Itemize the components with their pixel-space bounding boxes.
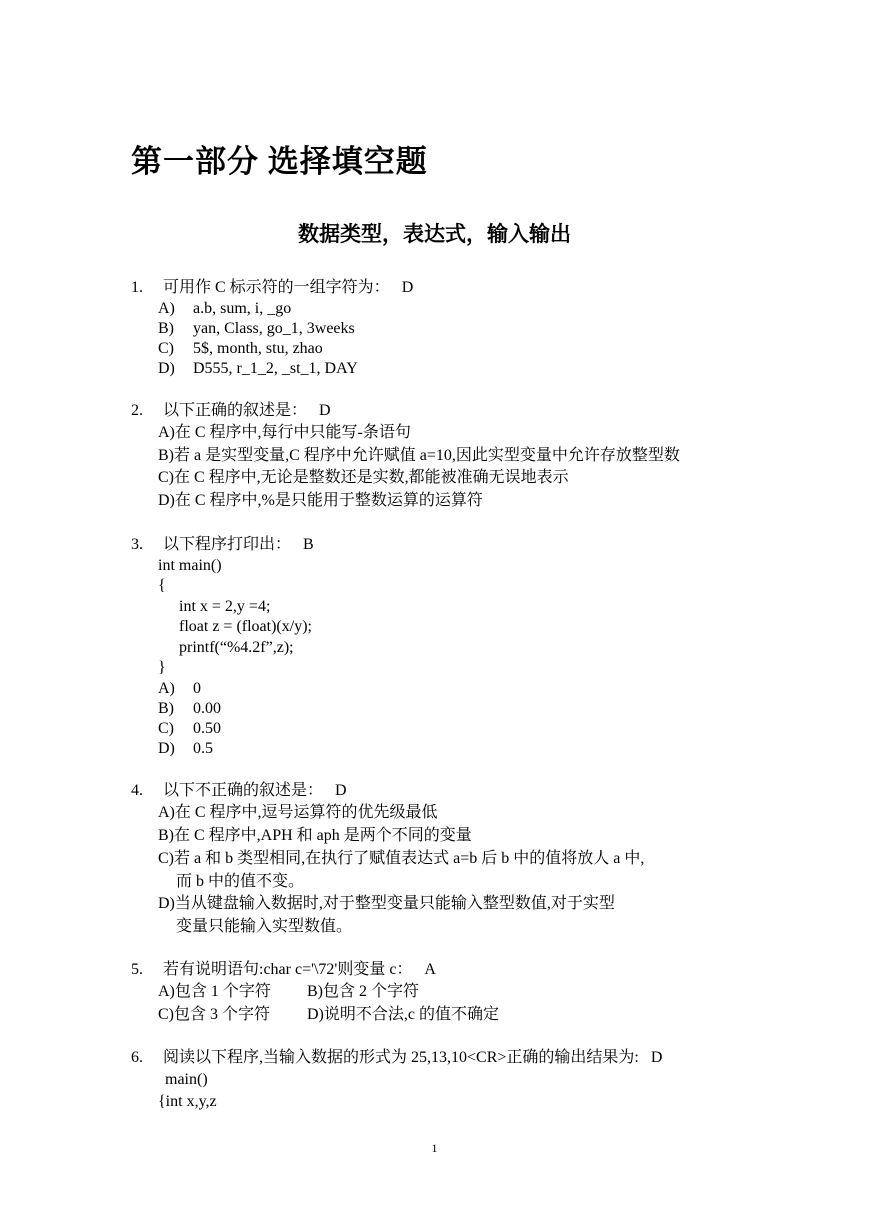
code-line: {int x,y,z	[158, 1093, 217, 1110]
option-text: 0.5	[193, 740, 213, 757]
question-number: 6.	[131, 1049, 143, 1066]
option-c-continued: 而 b 中的值不变。	[176, 873, 305, 890]
option-a: A)在 C 程序中,逗号运算符的优先级最低	[158, 804, 438, 821]
option-d: D)说明不合法,c 的值不确定	[307, 1006, 499, 1023]
option-text: 5$, month, stu, zhao	[193, 340, 323, 357]
page-number: 1	[431, 1141, 438, 1155]
question-text: 以下不正确的叙述是：	[163, 782, 324, 799]
option-d: D)在 C 程序中,%是只能用于整数运算的运算符	[158, 492, 483, 509]
section-title: 数据类型，表达式，输入输出	[298, 222, 571, 246]
option-c: C)包含 3 个字符	[158, 1006, 271, 1023]
option-text: yan, Class, go_1, 3weeks	[193, 320, 355, 337]
question-text-wrap	[163, 1048, 662, 1068]
question-text-wrap	[163, 401, 331, 421]
question-text: 可用作 C 标示符的一组字符为：	[163, 279, 390, 296]
option-letter: A)	[158, 680, 175, 697]
question-text: 阅读以下程序,当输入数据的形式为 25,13,10<CR>正确的输出结果为:	[163, 1049, 639, 1066]
page-title: 第一部分 选择填空题	[131, 144, 428, 179]
option-letter: C)	[158, 720, 174, 737]
option-text: 0.00	[193, 700, 221, 717]
question-number: 2.	[131, 402, 143, 419]
option-letter: B)	[158, 320, 174, 337]
option-text: 0.50	[193, 720, 221, 737]
code-line: printf(“%4.2f”,z);	[179, 639, 294, 656]
option-letter: D)	[158, 360, 175, 377]
option-letter: B)	[158, 700, 174, 717]
question-text: 以下正确的叙述是：	[163, 402, 308, 419]
question-number: 5.	[131, 961, 143, 978]
question-text-wrap	[163, 535, 314, 555]
code-line: float z = (float)(x/y);	[179, 618, 312, 635]
option-b: B)若 a 是实型变量,C 程序中允许赋值 a=10,因此实型变量中允许存放整型数	[158, 447, 680, 464]
code-line: }	[158, 659, 166, 676]
question-number: 1.	[131, 279, 143, 296]
question-text-wrap	[163, 781, 347, 801]
option-text: a.b, sum, i, _go	[193, 300, 292, 317]
question-text-wrap	[163, 278, 413, 298]
answer-key: D	[319, 402, 331, 419]
code-line: int main()	[158, 557, 222, 574]
question-text-wrap	[163, 960, 436, 980]
option-d-continued: 变量只能输入实型数值。	[176, 918, 353, 935]
answer-key: A	[424, 961, 436, 978]
code-line: {	[158, 577, 166, 594]
option-text: D555, r_1_2, _st_1, DAY	[193, 360, 358, 377]
option-a: A)包含 1 个字符	[158, 983, 271, 1000]
option-text: 0	[193, 680, 201, 697]
code-line: main()	[165, 1071, 208, 1088]
option-letter: C)	[158, 340, 174, 357]
answer-key: B	[303, 536, 314, 553]
option-c: C)若 a 和 b 类型相同,在执行了赋值表达式 a=b 后 b 中的值将放人 a 中,	[158, 850, 645, 867]
option-b: B)在 C 程序中,APH 和 aph 是两个不同的变量	[158, 827, 472, 844]
question-text: 以下程序打印出：	[163, 536, 292, 553]
question-text: 若有说明语句:char c='\72'则变量 c：	[163, 961, 413, 978]
answer-key: D	[650, 1049, 663, 1066]
option-d: D)当从键盘输入数据时,对于整型变量只能输入整型数值,对于实型	[158, 895, 615, 912]
option-letter: A)	[158, 300, 175, 317]
option-a: A)在 C 程序中,每行中只能写-条语句	[158, 424, 411, 441]
option-letter: D)	[158, 740, 175, 757]
option-b: B)包含 2 个字符	[307, 983, 420, 1000]
question-number: 4.	[131, 782, 143, 799]
option-c: C)在 C 程序中,无论是整数还是实数,都能被准确无误地表示	[158, 469, 569, 486]
answer-key: D	[335, 782, 347, 799]
answer-key: D	[401, 279, 414, 296]
code-line: int x = 2,y =4;	[179, 598, 271, 615]
question-number: 3.	[131, 536, 143, 553]
